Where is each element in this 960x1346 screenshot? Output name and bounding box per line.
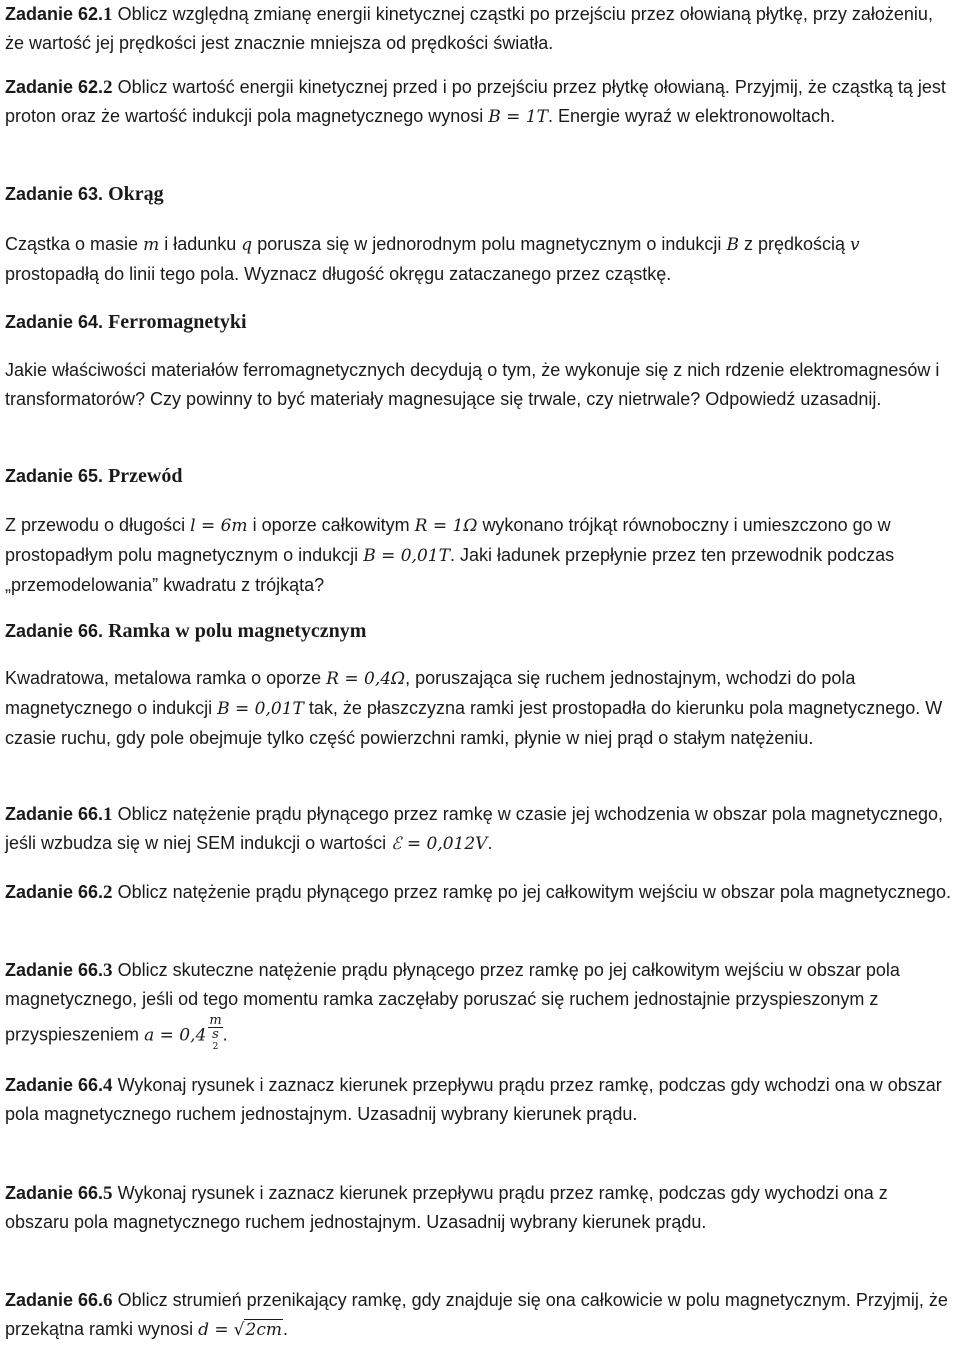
task-66-body (5, 664, 955, 753)
unit-fraction (208, 1014, 222, 1057)
square-root: √2cm (233, 1320, 282, 1340)
task-text: Oblicz względną zmianę energii kinetycznej cząstki po przejściu przez ołowianą płytkę, przy założeniu, że wartość jej prędkości jest znacznie mniejsza od prędkości światła. (5, 4, 933, 53)
task-66-3 (5, 956, 955, 1057)
task-label: Zadanie 66. (5, 804, 104, 824)
formula-resistance: R = 0,4Ω (326, 669, 406, 689)
task-text: Oblicz wartość energii kinetycznej przed i po przejściu przez płytkę ołowianą. Przyjmij, że cząstką tą jest proton oraz że wartość indukcji pola magnetycznego wynosi (5, 77, 946, 126)
task-text: i ładunku (164, 234, 237, 254)
formula-acceleration: a = 0,4 (144, 1025, 207, 1046)
task-text: . Energie wyraź w elektronowoltach. (547, 106, 836, 126)
task-text: Wykonaj rysunek i zaznacz kierunek przepływu prądu przez ramkę, podczas gdy wychodzi ona z obszaru pola magnetycznego ruchem jednostajnym. Uzasadnij wybrany kierunek prądu. (5, 1183, 888, 1232)
task-subnumber: 2 (103, 77, 113, 98)
task-title: Ramka w polu magnetycznym (108, 620, 367, 642)
task-label: Zadanie 66. (5, 882, 104, 902)
task-text: , poruszająca się ruchem jednostajnym, wchodzi do pola magnetycznego o indukcji (5, 668, 856, 718)
symbol-mass: m (143, 235, 160, 255)
formula-induction: B = 1T (488, 107, 548, 127)
task-subnumber: 1 (103, 4, 113, 25)
formula-length: l = 6m (190, 516, 248, 536)
formula-emf: ℰ = 0,012V (391, 834, 488, 854)
sqrt-value: 2 (245, 1320, 257, 1340)
task-subnumber: 6 (103, 1290, 113, 1311)
task-title: Ferromagnetyki (108, 311, 247, 333)
task-text: . (487, 833, 493, 853)
task-64-body (5, 356, 955, 414)
task-text: prostopadłą do linii tego pola. Wyznacz długość okręgu zataczanego przez cząstkę. (5, 264, 672, 284)
task-label: Zadanie 63. (5, 184, 104, 204)
task-label: Zadanie 62. (5, 4, 104, 24)
task-text: . (282, 1319, 288, 1339)
task-label: Zadanie 66. (5, 1290, 104, 1310)
formula-induction: B = 0,01T (217, 699, 304, 719)
task-title: Okrąg (108, 183, 164, 205)
task-66-4 (5, 1071, 955, 1129)
task-63-heading (5, 180, 955, 209)
task-subnumber: 1 (103, 804, 113, 825)
task-64-heading (5, 308, 955, 337)
task-text: tak, że płaszczyzna ramki jest prostopadła do kierunku pola magnetycznego. W czasie ruchu, gdy pole obejmuje tylko część powierzchni ramki, płynie w niej prąd o stałym natężeniu. (5, 698, 943, 748)
task-text: z prędkością (743, 234, 846, 254)
task-label: Zadanie 66. (5, 1075, 104, 1095)
task-subnumber: 4 (103, 1075, 113, 1096)
symbol-charge: q (241, 235, 253, 255)
task-text: . (222, 1024, 228, 1045)
task-text: Oblicz natężenie prądu płynącego przez ramkę po jej całkowitym wejściu w obszar pola magnetycznego. (117, 882, 951, 902)
symbol-induction: B (726, 235, 739, 255)
task-text: Oblicz strumień przenikający ramkę, gdy znajduje się ona całkowicie w polu magnetycznym. Przyjmij, że przekątna ramki wynosi (5, 1290, 948, 1339)
fraction-numerator: m (209, 1013, 222, 1028)
task-text: Z przewodu o długości (5, 515, 186, 535)
task-text: i oporze całkowitym (252, 515, 410, 535)
task-66-6 (5, 1286, 955, 1345)
task-title: Przewód (108, 465, 183, 487)
task-label: Zadanie 66. (5, 621, 104, 641)
fraction-denominator (208, 1028, 222, 1057)
task-66-5 (5, 1179, 955, 1237)
task-text: Wykonaj rysunek i zaznacz kierunek przepływu prądu przez ramkę, podczas gdy wchodzi ona w obszar pola magnetycznego ruchem jednostajnym. Uzasadnij wybrany kierunek prądu. (5, 1075, 942, 1124)
task-66-2 (5, 878, 955, 907)
task-text: . Jaki ładunek przepłynie przez ten przewodnik podczas „przemodelowania” kwadratu z trójkąta? (5, 545, 895, 595)
task-text: Oblicz natężenie prądu płynącego przez ramkę w czasie jej wchodzenia w obszar pola magnetycznego, jeśli wzbudza się w niej SEM indukcji o wartości (5, 804, 944, 853)
task-text: Cząstka o masie (5, 234, 139, 254)
task-text: Kwadratowa, metalowa ramka o oporze (5, 668, 322, 688)
task-label: Zadanie 66. (5, 960, 104, 980)
task-text: wykonano trójkąt równoboczny i umieszczono go w prostopadłym polu magnetycznym o indukcji (5, 515, 891, 565)
task-label: Zadanie 65. (5, 466, 104, 486)
task-text: Oblicz skuteczne natężenie prądu płynącego przez ramkę po jej całkowitym wejściu w obszar pola magnetycznego, jeśli od tego momentu ramka zaczęłaby poruszać się ruchem jednostajnie przyspieszonym z przyspieszeniem (5, 960, 900, 1045)
task-62-2 (5, 73, 955, 132)
formula-induction: B = 0,01T (363, 546, 450, 566)
task-62-1 (5, 0, 955, 58)
task-subnumber: 5 (103, 1183, 113, 1204)
task-label: Zadanie 66. (5, 1183, 104, 1203)
task-65-heading (5, 462, 955, 491)
symbol-velocity: v (850, 235, 860, 255)
task-subnumber: 2 (103, 882, 113, 903)
task-66-heading (5, 617, 955, 646)
task-65-body (5, 511, 955, 600)
task-text: Jakie właściwości materiałów ferromagnetycznych decydują o tym, że wykonuje się z nich rdzenie elektromagnesów i transformatorów? Czy powinny to być materiały magnesujące się trwale, czy nietrwale? Odpowiedź uzasadnij. (5, 360, 940, 409)
formula-resistance: R = 1Ω (414, 516, 478, 536)
task-66-1 (5, 800, 955, 859)
denominator-base: s (212, 1027, 219, 1042)
sqrt-argument (244, 1319, 282, 1340)
task-subnumber: 3 (103, 960, 113, 981)
task-label: Zadanie 62. (5, 77, 104, 97)
task-63-body (5, 230, 955, 289)
sqrt-unit: cm (256, 1320, 282, 1340)
denominator-exponent: 2 (212, 1042, 219, 1052)
task-label: Zadanie 64. (5, 312, 104, 332)
formula-diagonal: d = (198, 1320, 229, 1340)
task-text: porusza się w jednorodnym polu magnetycznym o indukcji (257, 234, 722, 254)
